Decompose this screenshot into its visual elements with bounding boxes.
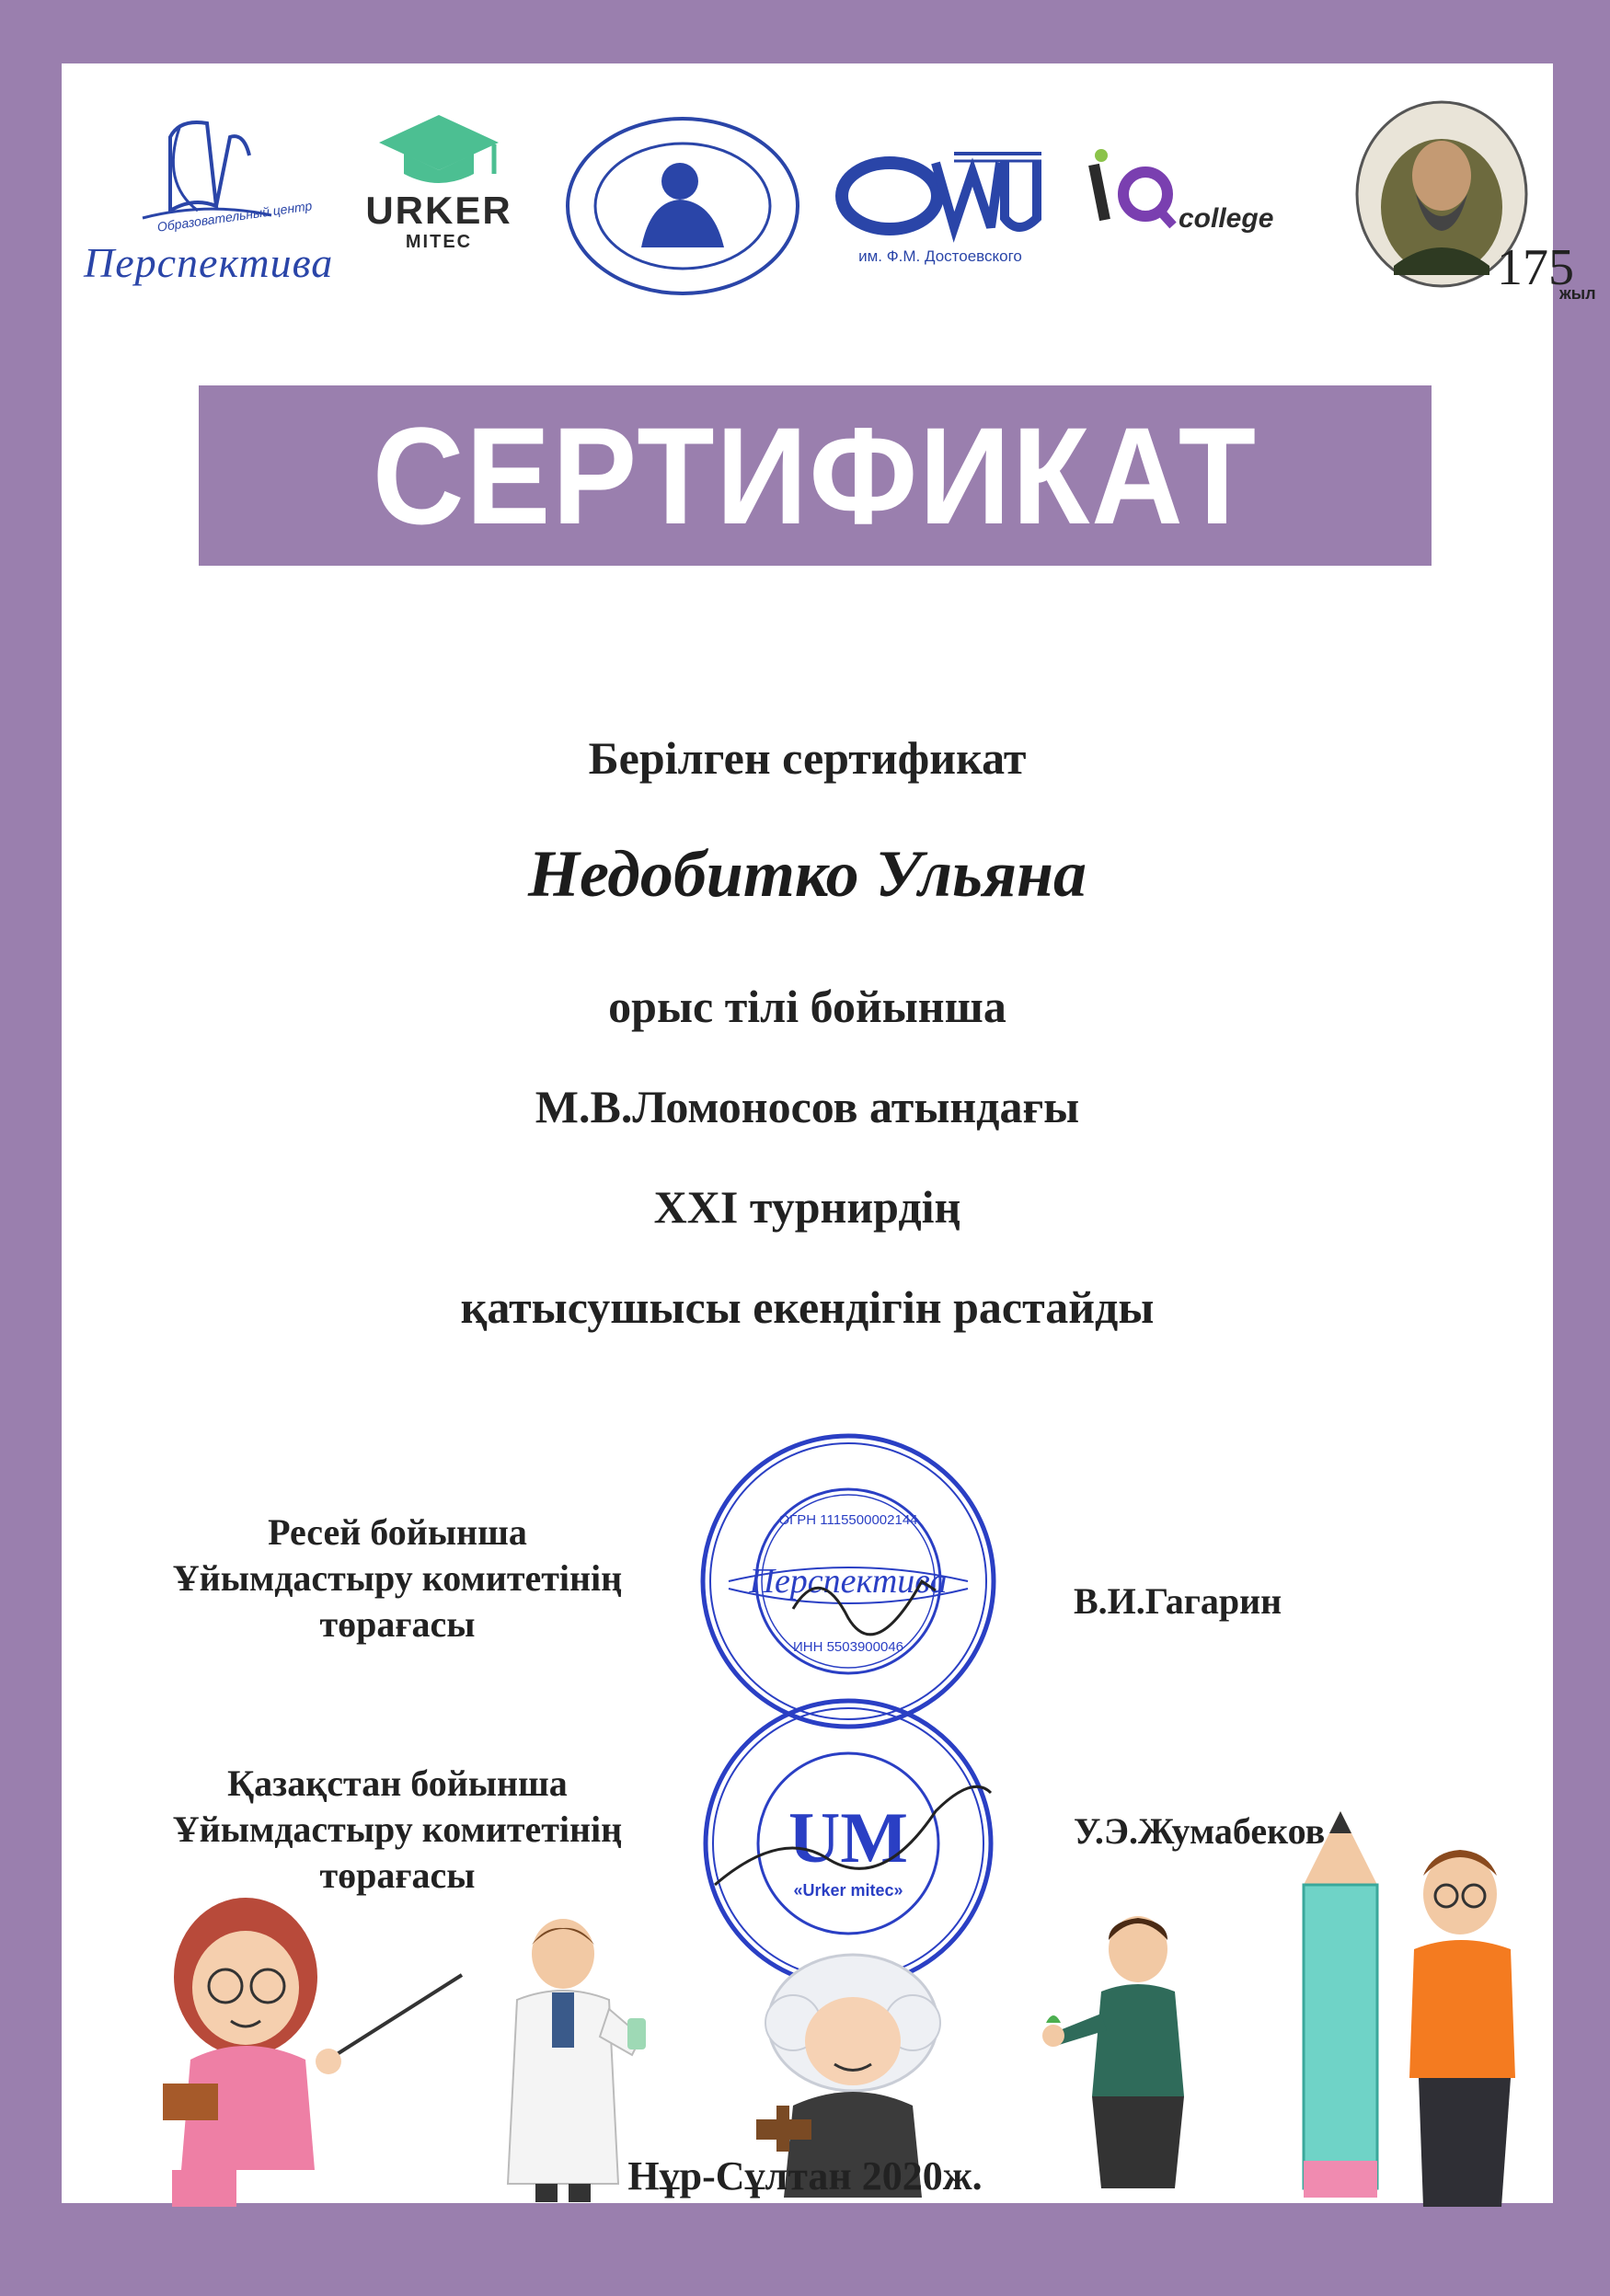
svg-text:«Urker mitec»: «Urker mitec» — [793, 1881, 903, 1900]
perspektiva-stamp — [692, 1425, 1005, 1738]
abai-anniversary-suffix: жыл — [1559, 284, 1596, 303]
graduation-cap-icon — [365, 108, 512, 190]
svg-text:ИНН 5503900046: ИНН 5503900046 — [792, 1639, 904, 1655]
recipient-name: Недобитко Ульяна — [527, 837, 1087, 911]
perspektiva-subtitle: Образовательный центр — [155, 198, 314, 235]
body-line-3: XXI турнирдің — [653, 1181, 961, 1233]
lomonosov-portrait-icon — [558, 109, 807, 312]
signature-label-line: Ресей бойынша — [268, 1511, 527, 1553]
signature-label-line: Қазақстан бойынша — [227, 1762, 568, 1804]
abai-anniversary-number: 175 — [1497, 239, 1574, 296]
iq-college-text: college — [1179, 203, 1274, 234]
omgu-subtitle: им. Ф.М. Достоевского — [858, 247, 1022, 265]
omgu-emblem — [834, 144, 1046, 246]
man-with-pencil-character-illustration — [1294, 1811, 1552, 2207]
perspektiva-title: Перспектива — [84, 239, 334, 286]
signature-label-line: төрағасы — [319, 1854, 476, 1896]
omsk-university-ring-logo — [558, 109, 807, 312]
signature-label-line: Ұйымдастыру комитетінің — [172, 1557, 623, 1599]
certificate-title: СЕРТИФИКАТ — [372, 397, 1259, 553]
signature-label-line: төрағасы — [319, 1603, 476, 1645]
perspektiva-logo — [69, 100, 345, 303]
svg-text:Перспектива: Перспектива — [749, 1562, 948, 1601]
certificate-sheet — [62, 63, 1596, 2203]
svg-text:ОГРН 1115500002144: ОГРН 1115500002144 — [778, 1512, 918, 1528]
abai-175-logo — [1340, 91, 1596, 321]
body-line-1: орыс тілі бойынша — [608, 981, 1006, 1032]
signer-name-russia: В.И.Гагарин — [1074, 1580, 1282, 1622]
body-line-2: М.В.Ломоносов атындағы — [535, 1081, 1080, 1132]
signature-label-russia — [112, 1510, 683, 1647]
urker-subtitle: MITEC — [405, 232, 473, 252]
title-banner — [199, 385, 1432, 566]
urker-title: URKER — [365, 189, 512, 232]
iq-college-logo — [1085, 146, 1324, 266]
body-line-4: қатысушысы екендігін растайды — [460, 1281, 1155, 1333]
signature-label-line: Ұйымдастыру комитетінің — [172, 1808, 623, 1850]
signer-name-kazakhstan: У.Э.Жумабеков — [1074, 1810, 1326, 1852]
footer-place-date: Нұр-Сұлтан 2020ж. — [627, 2153, 983, 2198]
iq-emblem — [1085, 146, 1186, 238]
omgu-logo — [834, 144, 1046, 282]
svg-text:UM: UM — [788, 1797, 908, 1877]
urker-logo — [365, 108, 512, 264]
intro-text: Берілген сертификат — [588, 732, 1027, 784]
